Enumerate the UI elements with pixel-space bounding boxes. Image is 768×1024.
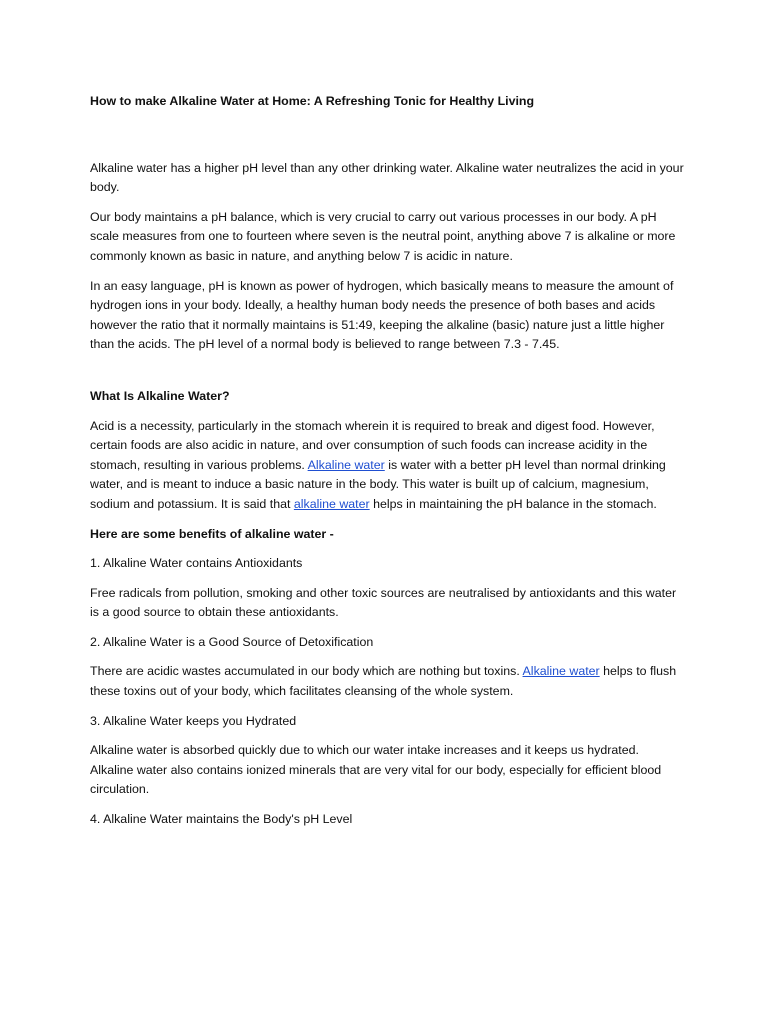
intro-paragraph: Alkaline water has a higher pH level than any other drinking water. Alkaline water neutralizes the acid in your body.	[90, 160, 684, 195]
benefit-3-title: 3. Alkaline Water keeps you Hydrated	[90, 713, 297, 728]
benefit-3-text: Alkaline water is absorbed quickly due to which our water intake increases and it keeps us hydrated. Alkaline water also contains ionized minerals that are very vital for our body, especially for efficient blood circulation.	[90, 743, 662, 797]
benefit-1-text: Free radicals from pollution, smoking and other toxic sources are neutralised by antioxidants and this water is a good source to obtain these antioxidants.	[90, 585, 677, 620]
benefits-heading: Here are some benefits of alkaline water -	[90, 526, 334, 541]
acid-paragraph	[90, 417, 685, 515]
alkaline-water-link-1[interactable]: Alkaline water	[307, 457, 385, 472]
benefit-2-text-part2: helps to flush these toxins out of your body, which facilitates cleansing of the whole system.	[90, 664, 677, 699]
acid-text-part3: helps in maintaining the pH balance in the stomach.	[369, 496, 657, 511]
ph-balance-paragraph: Our body maintains a pH balance, which is very crucial to carry out various processes in our body. A pH scale measures from one to fourteen where seven is the neutral point, anything above 7 is alkaline or more commonly known as basic in nature, and anything below 7 is acidic in nature.	[90, 209, 676, 263]
benefit-2-text	[90, 662, 685, 701]
document-body	[90, 92, 685, 840]
benefit-2-text-part1: There are acidic wastes accumulated in our body which are nothing but toxins.	[90, 664, 523, 679]
alkaline-water-link-2[interactable]: alkaline water	[293, 496, 370, 511]
acid-text-part2: is water with a better pH level than normal drinking water, and is meant to induce a basic nature in the body. This water is built up of calcium, magnesium, sodium and potassium. It is said that	[90, 457, 666, 511]
benefit-1-title: 1. Alkaline Water contains Antioxidants	[90, 556, 303, 571]
document-title: How to make Alkaline Water at Home: A Refreshing Tonic for Healthy Living	[90, 94, 535, 108]
acid-text-part1: Acid is a necessity, particularly in the stomach wherein it is required to break and digest food. However, certain foods are also acidic in nature, and over consumption of such foods can increase acidity in the stomach, resulting in various problems.	[90, 418, 655, 472]
section-heading-what-is: What Is Alkaline Water?	[90, 388, 230, 403]
benefit-4-title: 4. Alkaline Water maintains the Body's pH Level	[90, 812, 353, 827]
hydrogen-paragraph: In an easy language, pH is known as power of hydrogen, which basically means to measure the amount of hydrogen ions in your body. Ideally, a healthy human body needs the presence of both bases and acids however the ratio that it normally maintains is 51:49, keeping the alkaline (basic) nature just a little higher than the acids. The pH level of a normal body is believed to range between 7.3 - 7.45.	[90, 278, 674, 352]
alkaline-water-link-3[interactable]: Alkaline water	[522, 664, 600, 679]
benefit-2-title: 2. Alkaline Water is a Good Source of Detoxification	[90, 634, 374, 649]
